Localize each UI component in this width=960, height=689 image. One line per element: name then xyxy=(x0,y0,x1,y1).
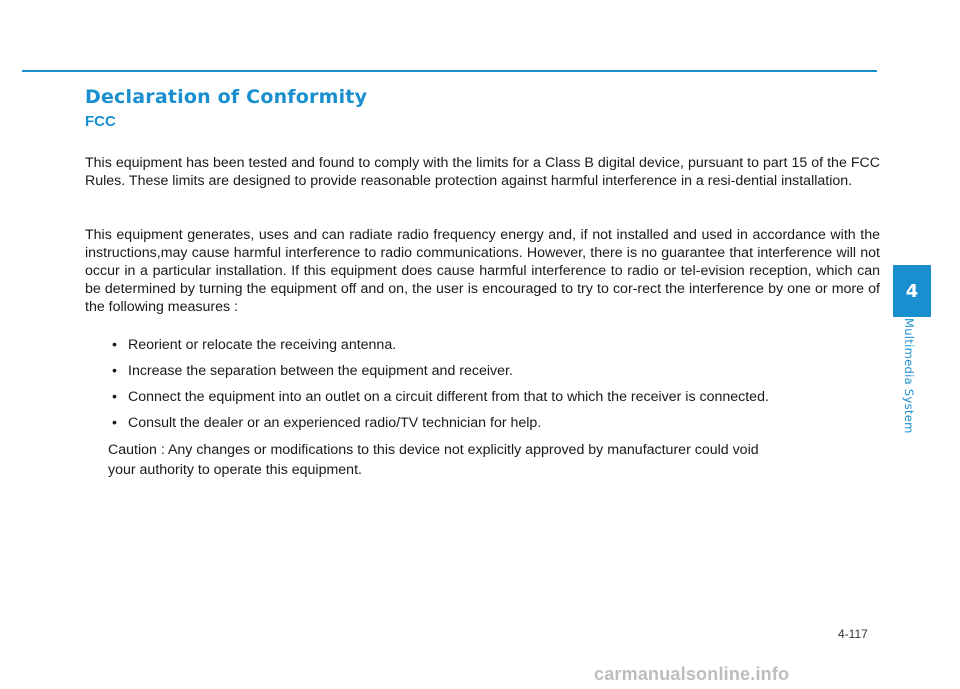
header-rule xyxy=(22,70,877,72)
list-item xyxy=(110,362,870,380)
paragraph-interference: This equipment generates, uses and can radiate radio frequency energy and, if not installed and used in accordance with the instructions,may cause harmful interference to radio communications. However, there is no guarantee that interference will not occur in a particular installation. If this equipment does cause harmful interference to radio or tel-evision reception, which can be determined by turning the equipment off and on, the user is encouraged to try to cor-rect the interference by one or more of the following measures : xyxy=(85,227,880,315)
list-item xyxy=(110,388,870,406)
page-number: 4-117 xyxy=(838,627,868,641)
caution-note xyxy=(108,440,828,480)
caution-line-1: Caution : Any changes or modifications to this device not explicitly approved by manufacturer could void xyxy=(108,442,759,458)
bullet-icon: • xyxy=(112,389,117,405)
measures-list xyxy=(110,336,870,440)
list-item xyxy=(110,414,870,432)
page-title: Declaration of Conformity xyxy=(85,86,368,108)
chapter-label: Multimedia System xyxy=(902,318,916,434)
list-item-text: Connect the equipment into an outlet on a circuit different from that to which the receiver is connected. xyxy=(128,389,769,405)
watermark: carmanualsonline.info xyxy=(594,664,790,684)
list-item xyxy=(110,336,870,354)
bullet-icon: • xyxy=(112,337,117,353)
paragraph-compliance: This equipment has been tested and found to comply with the limits for a Class B digital device, pursuant to part 15 of the FCC Rules. These limits are designed to provide reasonable protection against harmful interference in a resi-dential installation. xyxy=(85,155,880,189)
chapter-tab: 4 xyxy=(893,265,931,317)
caution-line-2: your authority to operate this equipment. xyxy=(108,462,362,478)
list-item-text: Consult the dealer or an experienced radio/TV technician for help. xyxy=(128,415,542,431)
bullet-icon: • xyxy=(112,363,117,379)
bullet-icon: • xyxy=(112,415,117,431)
section-heading: FCC xyxy=(85,113,116,130)
list-item-text: Reorient or relocate the receiving antenna. xyxy=(128,337,397,353)
list-item-text: Increase the separation between the equipment and receiver. xyxy=(128,363,513,379)
